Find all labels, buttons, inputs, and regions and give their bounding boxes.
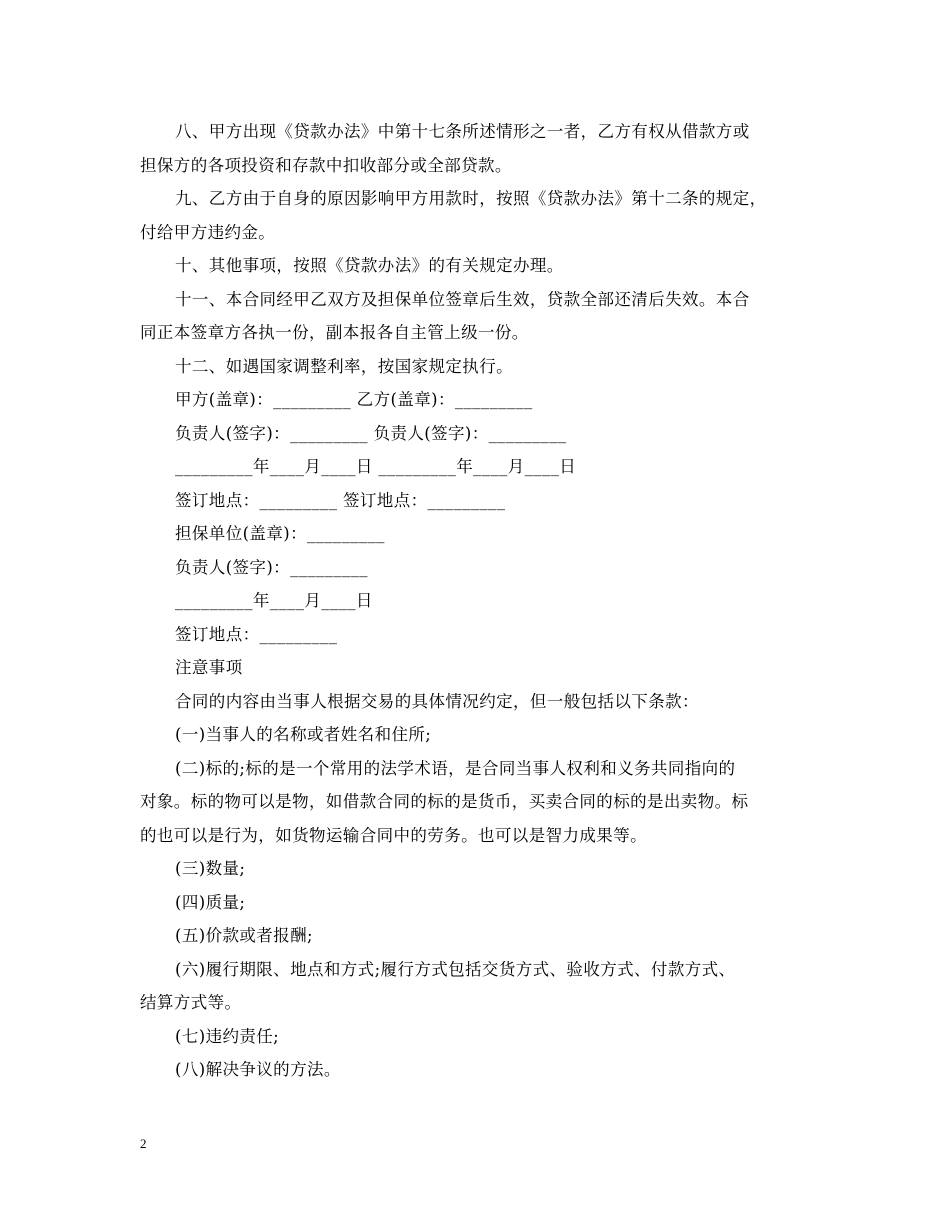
paragraph-line: 十一、本合同经甲乙双方及担保单位签章后生效，贷款全部还清后失效。本合 (175, 289, 750, 309)
document-body (140, 115, 820, 1087)
signature-line: 担保单位(盖章)：_________ (175, 524, 385, 543)
paragraph-line: 合同的内容由当事人根据交易的具体情况约定，但一般包括以下条款： (175, 691, 699, 711)
list-item: (六)履行期限、地点和方式;履行方式包括交货方式、验收方式、付款方式、 (175, 959, 736, 979)
location-line: 签订地点：_________ 签订地点：_________ (175, 490, 506, 510)
list-item-continuation: 对象。标的物可以是物，如借款合同的标的是货币，买卖合同的标的是出卖物。标 (140, 792, 749, 811)
paragraph-line: 十二、如遇国家调整利率，按国家规定执行。 (175, 356, 513, 376)
list-item: (七)违约责任; (175, 1026, 280, 1046)
paragraph-line: 九、乙方由于自身的原因影响甲方用款时，按照《贷款办法》第十二条的规定， (175, 189, 767, 208)
list-item-continuation: 结算方式等。 (140, 993, 242, 1012)
signature-line: 负责人(签字)：_________ 负责人(签字)：_________ (175, 423, 567, 443)
paragraph-line: 八、甲方出现《贷款办法》中第十七条所述情形之一者，乙方有权从借款方或 (175, 122, 750, 141)
date-line: _________年____月____日 (175, 591, 373, 610)
list-item-continuation: 的也可以是行为，如货物运输合同中的劳务。也可以是智力成果等。 (140, 825, 647, 845)
list-item: (四)质量; (175, 892, 246, 912)
list-item: (二)标的;标的是一个常用的法学术语，是合同当事人权利和义务共同指向的 (175, 758, 736, 778)
paragraph-line: 十、其他事项，按照《贷款办法》的有关规定办理。 (175, 256, 564, 275)
paragraph-line: 付给甲方违约金。 (140, 222, 276, 242)
paragraph-line: 同正本签章方各执一份，副本报各自主管上级一份。 (140, 323, 529, 342)
signature-line: 负责人(签字)：_________ (175, 557, 368, 577)
paragraph-line: 担保方的各项投资和存款中扣收部分或全部贷款。 (140, 155, 512, 175)
list-item: (五)价款或者报酬; (175, 926, 313, 945)
location-line: 签订地点：_________ (175, 624, 338, 644)
section-heading: 注意事项 (175, 658, 243, 677)
signature-line: 甲方(盖章)：_________ 乙方(盖章)：_________ (175, 390, 533, 409)
date-line: _________年____月____日 _________年____月____日 (175, 457, 577, 476)
list-item: (八)解决争议的方法。 (175, 1060, 341, 1079)
list-item: (一)当事人的名称或者姓名和住所; (175, 725, 432, 744)
page-number: 2 (140, 1136, 147, 1151)
list-item: (三)数量; (175, 859, 246, 878)
